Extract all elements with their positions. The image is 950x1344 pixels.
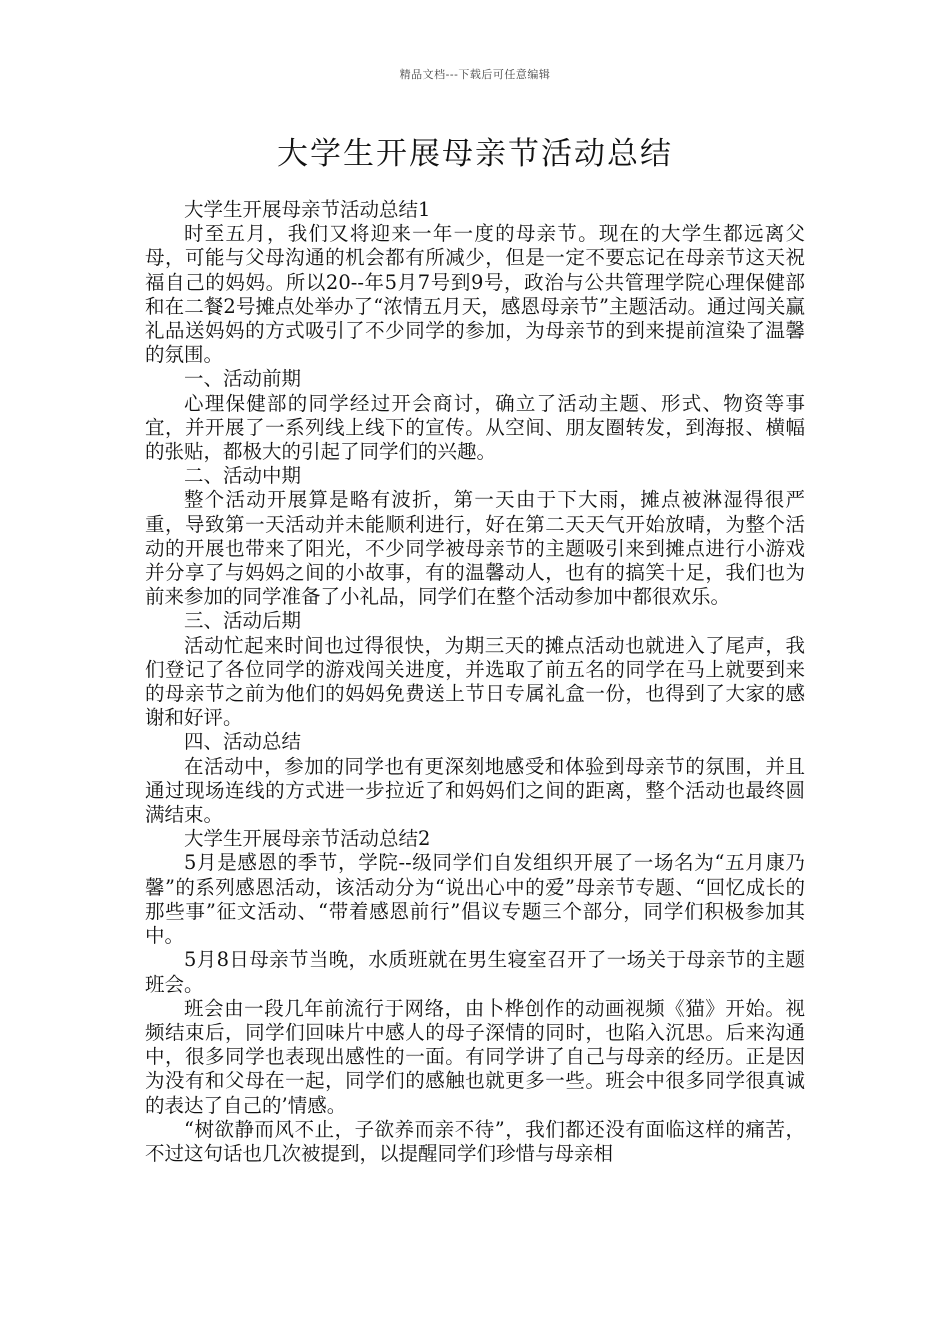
section-heading: 一、活动前期 bbox=[184, 367, 302, 391]
section-heading: 大学生开展母亲节活动总结2 bbox=[184, 827, 431, 851]
paragraph: 班会由一段几年前流行于网络，由卜桦创作的动画视频《猫》开始。视频结束后，同学们回味片中感人的母子深情的同时，也陷入沉思。后来沟通中，很多同学也表现出感性的一面。有同学讲了自己与母亲的经历。正是因为没有和父母在一起，同学们的感触也就更多一些。班会中很多同学很真诚的表达了自己的’情感。 bbox=[145, 996, 805, 1117]
document-title: 大学生开展母亲节活动总结 bbox=[277, 136, 673, 172]
paragraph: 心理保健部的同学经过开会商讨，确立了活动主题、形式、物资等事宜，并开展了一系列线上线下的宣传。从空间、朋友圈转发，到海报、横幅的张贴，都极大的引起了同学们的兴趣。 bbox=[145, 391, 805, 464]
paragraph: 时至五月，我们又将迎来一年一度的母亲节。现在的大学生都远离父母，可能与父母沟通的机会都有所减少，但是一定不要忘记在母亲节这天祝福自己的妈妈。所以20--年5月7号到9号，政治与公共管理学院心理保健部和在二餐2号摊点处举办了“浓情五月天，感恩母亲节”主题活动。通过闯关赢礼品送妈妈的方式吸引了不少同学的参加，为母亲节的到来提前渲染了温馨的氛围。 bbox=[145, 222, 805, 367]
paragraph: 在活动中，参加的同学也有更深刻地感受和体验到母亲节的氛围，并且通过现场连线的方式进一步拉近了和妈妈们之间的距离，整个活动也最终圆满结束。 bbox=[145, 754, 805, 827]
paragraph: 5月8日母亲节当晚，水质班就在男生寝室召开了一场关于母亲节的主题班会。 bbox=[145, 948, 805, 996]
paragraph: 活动忙起来时间也过得很快，为期三天的摊点活动也就进入了尾声，我们登记了各位同学的游戏闯关进度，并选取了前五名的同学在马上就要到来的母亲节之前为他们的妈妈免费送上节日专属礼盒一份，也得到了大家的感谢和好评。 bbox=[145, 633, 805, 730]
paragraph: 5月是感恩的季节，学院--级同学们自发组织开展了一场名为“五月康乃馨”的系列感恩活动，该活动分为“说出心中的爱”母亲节专题、“回忆成长的那些事”征文活动、“带着感恩前行”倡议专题三个部分，同学们积极参加其中。 bbox=[145, 851, 805, 948]
section-heading: 大学生开展母亲节活动总结1 bbox=[184, 198, 431, 221]
section-heading: 二、活动中期 bbox=[184, 464, 302, 488]
document-body bbox=[145, 198, 805, 1166]
header-note: 精品文档---下载后可任意编辑 bbox=[399, 68, 551, 81]
section-heading: 三、活动后期 bbox=[184, 609, 302, 633]
section-heading: 四、活动总结 bbox=[184, 730, 302, 754]
paragraph: 整个活动开展算是略有波折，第一天由于下大雨，摊点被淋湿得很严重，导致第一天活动并未能顺利进行，好在第二天天气开始放晴，为整个活动的开展也带来了阳光，不少同学被母亲节的主题吸引来到摊点进行小游戏并分享了与妈妈之间的小故事，有的温馨动人，也有的搞笑十足，我们也为前来参加的同学准备了小礼品，同学们在整个活动参加中都很欢乐。 bbox=[145, 488, 805, 609]
paragraph: “树欲静而风不止，子欲养而亲不待”，我们都还没有面临这样的痛苦，不过这句话也几次被提到，以提醒同学们珍惜与母亲相 bbox=[145, 1117, 805, 1165]
